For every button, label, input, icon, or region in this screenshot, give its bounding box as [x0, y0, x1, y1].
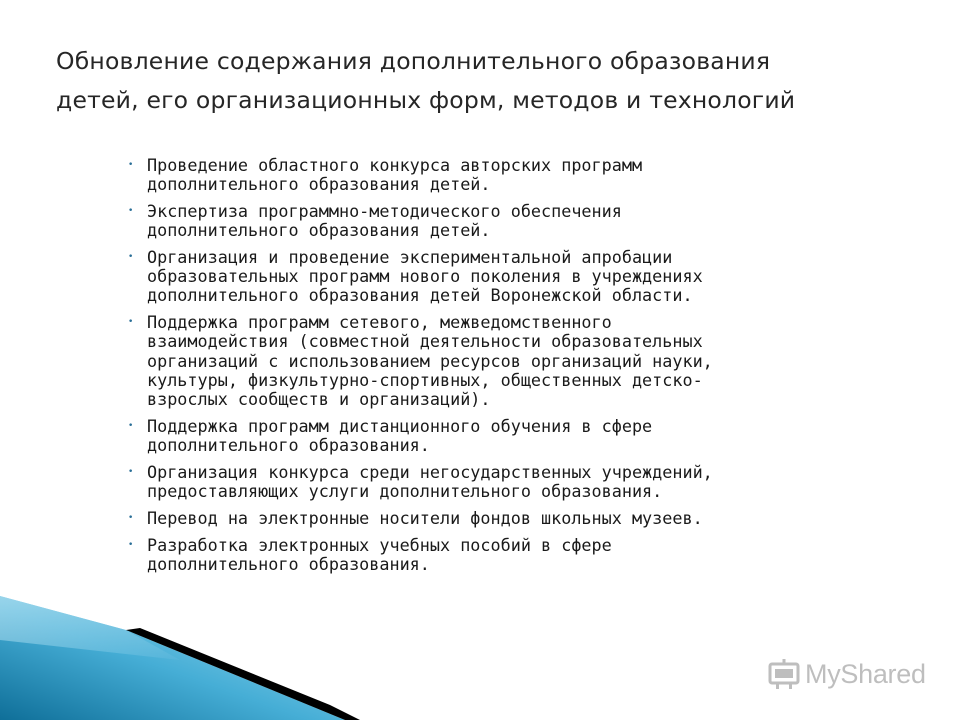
bullet-line: взрослых сообществ и организаций).: [147, 389, 491, 410]
bullet-icon: •: [128, 252, 134, 262]
slide-title-line: детей, его организационных форм, методов и технологий: [56, 86, 796, 114]
bullet-item: [0, 156, 960, 194]
bullet-item: [0, 248, 960, 306]
bullet-item: [0, 202, 960, 240]
bullet-item: [0, 417, 960, 455]
watermark-text: MyShared: [805, 658, 926, 689]
bullet-line: дополнительного образования детей.: [147, 174, 491, 195]
bullet-icon: •: [128, 539, 134, 550]
bullet-icon: •: [128, 160, 134, 170]
bullet-line: образовательных программ нового поколения в учреждениях: [147, 266, 703, 287]
bullet-item: [0, 313, 960, 409]
bullet-icon: •: [128, 420, 134, 431]
bullet-line: организаций с использованием ресурсов организаций науки,: [147, 350, 713, 371]
bullet-icon: •: [128, 512, 134, 523]
presentation-board-icon: [767, 657, 801, 691]
bullet-line: Экспертиза программно-методического обеспечения: [147, 201, 622, 221]
bullet-line: Организация и проведение экспериментальной апробации: [147, 247, 673, 267]
bullet-line: дополнительного образования.: [147, 435, 430, 456]
bullet-line: Проведение областного конкурса авторских программ: [147, 155, 643, 175]
bullet-line: Организация конкурса среди негосударственных учреждений,: [147, 461, 713, 482]
bullet-line: дополнительного образования.: [147, 553, 430, 574]
slide-title-line: Обновление содержания дополнительного образования: [56, 47, 771, 75]
watermark: [767, 654, 926, 694]
bullet-line: дополнительного образования детей.: [147, 220, 491, 241]
bullet-icon: •: [128, 317, 134, 328]
bullet-line: культуры, физкультурно-спортивных, общественных детско-: [147, 369, 703, 390]
bullet-line: взаимодействия (совместной деятельности образовательных: [147, 331, 703, 352]
bullet-line: дополнительного образования детей Воронежской области.: [147, 285, 693, 306]
bullet-item: [0, 509, 960, 528]
bullet-line: Поддержка программ сетевого, межведомственного: [147, 312, 612, 333]
bullet-icon: •: [128, 466, 134, 477]
bullet-line: предоставляющих услуги дополнительного образования.: [147, 481, 663, 502]
bullet-line: Поддержка программ дистанционного обучения в сфере: [147, 415, 653, 436]
slide-title: [56, 42, 936, 120]
bullet-item: [0, 536, 960, 574]
bullet-line: Разработка электронных учебных пособий в сфере: [147, 534, 612, 555]
bullet-list: [0, 156, 960, 582]
bullet-line: Перевод на электронные носители фондов школьных музеев.: [147, 507, 703, 528]
bullet-item: [0, 463, 960, 501]
bullet-icon: •: [128, 206, 134, 216]
